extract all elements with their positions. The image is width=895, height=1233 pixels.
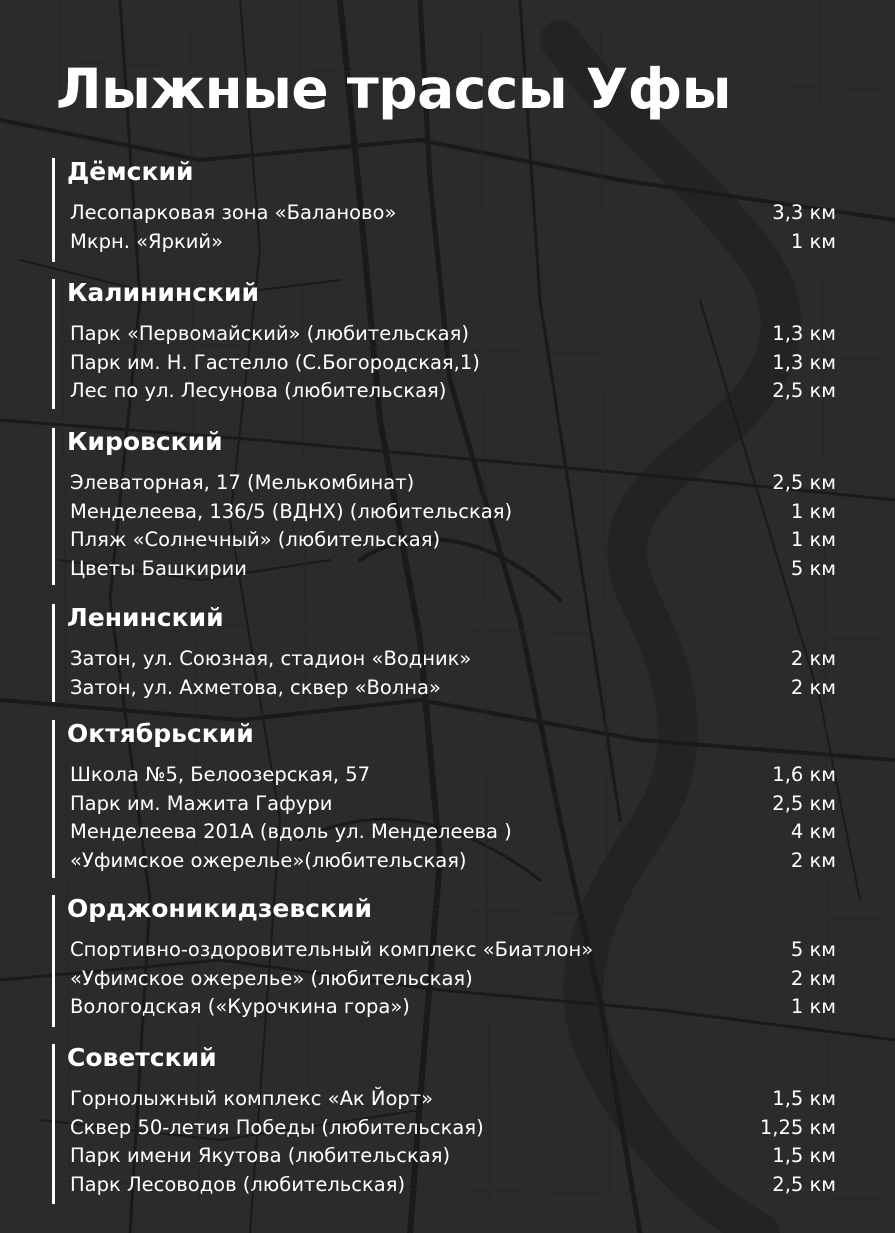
- route-distance: 2,5 км: [772, 379, 836, 403]
- route-name: Цветы Башкирии: [70, 556, 247, 580]
- route-name: Затон, ул. Союзная, стадион «Водник»: [70, 647, 472, 670]
- route-row: [70, 321, 852, 350]
- route-list: [70, 937, 852, 1023]
- section-accent-bar: [52, 604, 55, 702]
- route-distance: 1,5 км: [772, 1087, 836, 1110]
- route-list: [70, 321, 852, 407]
- route-name: Менделеева 201А (вдоль ул. Менделеева ): [70, 820, 512, 844]
- route-row: [70, 762, 852, 791]
- route-distance: 1 км: [790, 229, 836, 253]
- route-list: [70, 646, 852, 703]
- route-name: Пляж «Солнечный» (любительская): [70, 528, 441, 552]
- route-distance: 1 км: [790, 995, 836, 1019]
- district-section: [52, 279, 852, 409]
- route-distance: 2 км: [790, 647, 836, 670]
- route-distance: 4 км: [790, 820, 836, 844]
- route-name: Мкрн. «Яркий»: [70, 229, 224, 253]
- section-accent-bar: [52, 158, 55, 262]
- route-name: Парк Лесоводов (любительская): [70, 1172, 406, 1196]
- route-row: [70, 966, 852, 995]
- route-row: [70, 1143, 852, 1172]
- section-accent-bar: [52, 895, 55, 1027]
- route-row: [70, 200, 852, 229]
- route-name: «Уфимское ожерелье» (любительская): [70, 966, 473, 990]
- route-row: [70, 1086, 852, 1115]
- route-name: Затон, ул. Ахметова, сквер «Волна»: [70, 675, 441, 699]
- section-accent-bar: [52, 720, 55, 878]
- route-name: Лесопарковая зона «Баланово»: [70, 201, 397, 224]
- route-row: [70, 527, 852, 556]
- route-row: [70, 994, 852, 1023]
- route-row: [70, 1172, 852, 1201]
- route-row: [70, 470, 852, 499]
- route-distance: 2,5 км: [772, 1172, 836, 1196]
- district-name: Кировский: [67, 427, 223, 456]
- page-title: Лыжные трассы Уфы: [56, 57, 731, 121]
- route-row: [70, 378, 852, 407]
- section-accent-bar: [52, 1044, 55, 1204]
- route-name: Парк им. Н. Гастелло (С.Богородская,1): [70, 350, 480, 374]
- route-distance: 2 км: [790, 675, 836, 699]
- district-name: Октябрьский: [67, 719, 254, 748]
- route-name: Парк имени Якутова (любительская): [70, 1144, 451, 1168]
- route-distance: 2 км: [790, 848, 836, 872]
- route-row: [70, 556, 852, 585]
- district-section: [52, 158, 852, 262]
- route-distance: 2,5 км: [772, 471, 836, 494]
- district-name: Ленинский: [67, 603, 224, 632]
- route-list: [70, 762, 852, 876]
- route-list: [70, 200, 852, 257]
- route-distance: 1,3 км: [772, 322, 836, 345]
- route-name: Сквер 50-летия Победы (любительская): [70, 1115, 484, 1139]
- route-distance: 1,3 км: [772, 350, 836, 374]
- route-distance: 2 км: [790, 966, 836, 990]
- district-name: Советский: [67, 1043, 217, 1072]
- route-row: [70, 646, 852, 675]
- section-accent-bar: [52, 428, 55, 585]
- route-name: Вологодская («Курочкина гора»): [70, 995, 410, 1019]
- route-row: [70, 499, 852, 528]
- route-distance: 3,3 км: [772, 201, 836, 224]
- district-section: [52, 1044, 852, 1204]
- route-row: [70, 848, 852, 877]
- district-section: [52, 720, 852, 878]
- route-list: [70, 1086, 852, 1200]
- section-accent-bar: [52, 279, 55, 409]
- route-list: [70, 470, 852, 584]
- route-row: [70, 791, 852, 820]
- route-distance: 1,6 км: [772, 763, 836, 786]
- route-name: Спортивно-оздоровительный комплекс «Биатлон»: [70, 938, 594, 961]
- route-name: «Уфимское ожерелье»(любительская): [70, 848, 467, 872]
- district-section: [52, 428, 852, 585]
- district-name: Орджоникидзевский: [67, 894, 372, 923]
- route-distance: 5 км: [790, 556, 836, 580]
- route-distance: 1,25 км: [759, 1115, 836, 1139]
- district-section: [52, 895, 852, 1027]
- route-row: [70, 675, 852, 704]
- route-name: Лес по ул. Лесунова (любительская): [70, 379, 447, 403]
- route-distance: 1 км: [790, 528, 836, 552]
- route-row: [70, 350, 852, 379]
- district-name: Дёмский: [67, 157, 194, 186]
- route-name: Школа №5, Белоозерская, 57: [70, 763, 371, 786]
- route-distance: 1 км: [790, 499, 836, 523]
- district-name: Калининский: [67, 278, 260, 307]
- route-distance: 5 км: [790, 938, 836, 961]
- route-distance: 1,5 км: [772, 1144, 836, 1168]
- route-name: Менделеева, 136/5 (ВДНХ) (любительская): [70, 499, 513, 523]
- route-row: [70, 1115, 852, 1144]
- district-section: [52, 604, 852, 702]
- route-row: [70, 937, 852, 966]
- route-name: Горнолыжный комплекс «Ак Йорт»: [70, 1087, 434, 1110]
- route-row: [70, 819, 852, 848]
- route-row: [70, 229, 852, 258]
- route-name: Элеваторная, 17 (Мелькомбинат): [70, 471, 415, 494]
- route-name: Парк им. Мажита Гафури: [70, 791, 333, 815]
- route-name: Парк «Первомайский» (любительская): [70, 322, 469, 345]
- route-distance: 2,5 км: [772, 791, 836, 815]
